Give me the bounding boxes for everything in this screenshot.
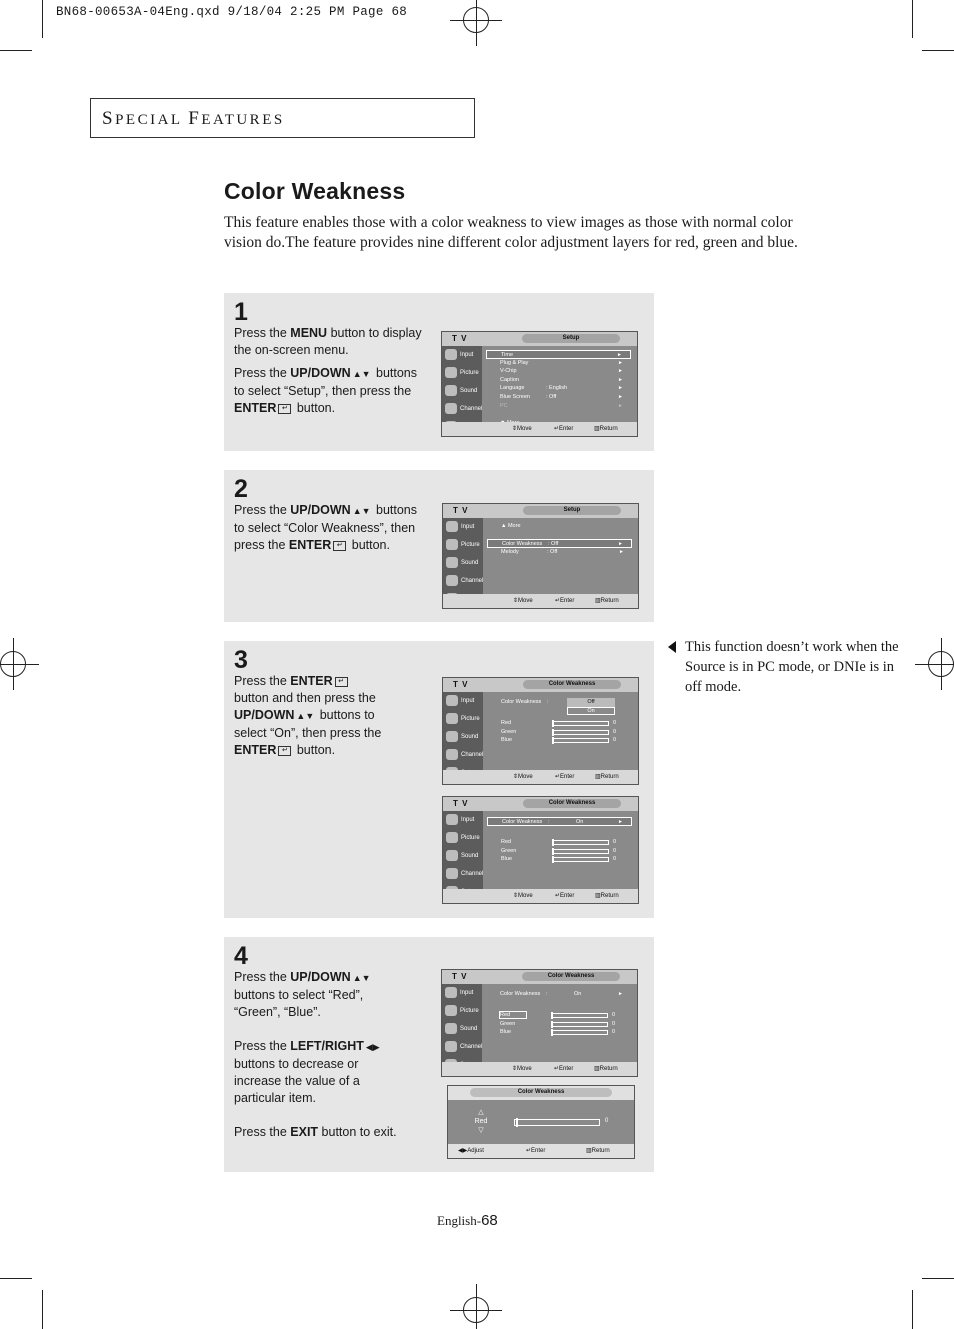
osd-sidebar: Input Picture Sound Channel xyxy=(443,692,483,770)
registration-mark xyxy=(0,651,26,677)
crop-mark xyxy=(0,1278,32,1279)
step-4-panel xyxy=(224,937,654,1172)
osd-setup-screen-2: T V Setup Input Picture Sound Channel ▲ More Color Weakness : Off ► Melody : Off ► ⇕ Move ↵ Enter ▥ Return xyxy=(442,503,639,609)
osd-color-weakness-screen-c: T V Color Weakness Input Picture Sound Channel Color Weakness : On ► Red 0 Green 0 Blue 0 ⇕ Move ↵ Enter ▥ Return xyxy=(441,969,638,1077)
step-number: 4 xyxy=(234,942,248,970)
osd-sidebar: Input Picture Sound Channel xyxy=(442,346,482,422)
enter-icon: ↵ xyxy=(335,677,348,687)
step-instructions: Press the UP/DOWN ▲▼ buttons to select “Red”, “Green”, “Blue”. Press the LEFT/RIGHT ◀▶ buttons to decrease or increase the value of a particular item. Press the EXIT button to exit. xyxy=(234,970,397,1139)
step-3-panel xyxy=(224,641,654,918)
up-down-icon: ▲▼ xyxy=(352,506,371,516)
osd-color-weakness-screen-a: T V Color Weakness Input Picture Sound Channel Color Weakness : Off On Red 0 Green 0 Blue 0 ⇕ Move ↵ Enter ▥ Return xyxy=(442,677,639,785)
step-instructions: Press the UP/DOWN ▲▼ buttons to select “Color Weakness”, then press the ENTER ↵ button. xyxy=(234,503,418,552)
print-header: BN68-00653A-04Eng.qxd 9/18/04 2:25 PM Page 68 xyxy=(56,5,408,19)
step-number: 2 xyxy=(234,475,248,503)
registration-mark xyxy=(463,1297,489,1323)
crop-mark xyxy=(42,0,43,38)
crop-mark xyxy=(42,1290,43,1329)
crop-mark xyxy=(922,1278,954,1279)
crop-mark xyxy=(912,1290,913,1329)
osd-sidebar: Input Picture Sound Channel xyxy=(443,811,483,889)
up-down-icon: ▲▼ xyxy=(352,369,371,379)
osd-sidebar: Input Picture Sound Channel xyxy=(442,984,482,1062)
step-number: 3 xyxy=(234,646,248,674)
up-down-icon: ▲▼ xyxy=(296,711,315,721)
intro-paragraph: This feature enables those with a color weakness to view images as those with normal color vision do.The feature provides nine different color adjustment layers for red, green and blue. xyxy=(224,214,798,251)
left-right-icon: ◀▶ xyxy=(365,1042,380,1052)
side-note: This function doesn’t work when the Source is in PC mode, or DNIe is in off mode. xyxy=(685,639,899,695)
enter-icon: ↵ xyxy=(278,746,291,756)
page-title: Color Weakness xyxy=(224,178,406,204)
registration-mark xyxy=(928,651,954,677)
enter-icon: ↵ xyxy=(333,541,346,551)
osd-color-weakness-screen-b: T V Color Weakness Input Picture Sound Channel Color Weakness : On ► Red 0 Green 0 Blue 0 ⇕ Move ↵ Enter ▥ Return xyxy=(442,796,639,904)
page-number: 68 xyxy=(481,1212,498,1229)
crop-mark xyxy=(922,50,954,51)
page-footer: English-68 xyxy=(437,1212,498,1229)
enter-icon: ↵ xyxy=(278,404,291,414)
osd-sidebar: Input Picture Sound Channel xyxy=(443,518,483,594)
step-instructions: Press the ENTER ↵ button and then press the UP/DOWN ▲▼ buttons to select “On”, then press the ENTER ↵ button. xyxy=(234,674,382,757)
crop-mark xyxy=(912,0,913,38)
step-number: 1 xyxy=(234,298,248,326)
note-arrow-icon xyxy=(668,641,676,653)
osd-red-adjust-screen: Color Weakness △ Red ▽ 0 ◀▶ Adjust ↵ Enter ▥ Return xyxy=(447,1085,635,1159)
step-2-panel xyxy=(224,470,654,622)
section-title: SPECIAL FEATURES xyxy=(102,108,285,129)
osd-setup-screen: T V Setup Input Picture Sound Channel Time ► Plug & Play ► V-Chip ► Caption ► Language : English ► Blue Screen : Off ► PC ► ⇕ Move ↵ Enter ▥ Return xyxy=(441,331,638,437)
crop-mark xyxy=(0,50,32,51)
step-1-panel xyxy=(224,293,654,451)
registration-mark xyxy=(463,7,489,33)
up-down-icon: ▲▼ xyxy=(352,973,371,983)
step-instructions: Press the MENU button to display the on-screen menu. Press the UP/DOWN ▲▼ buttons to select “Setup”, then press the ENTER ↵ button. xyxy=(234,326,422,415)
